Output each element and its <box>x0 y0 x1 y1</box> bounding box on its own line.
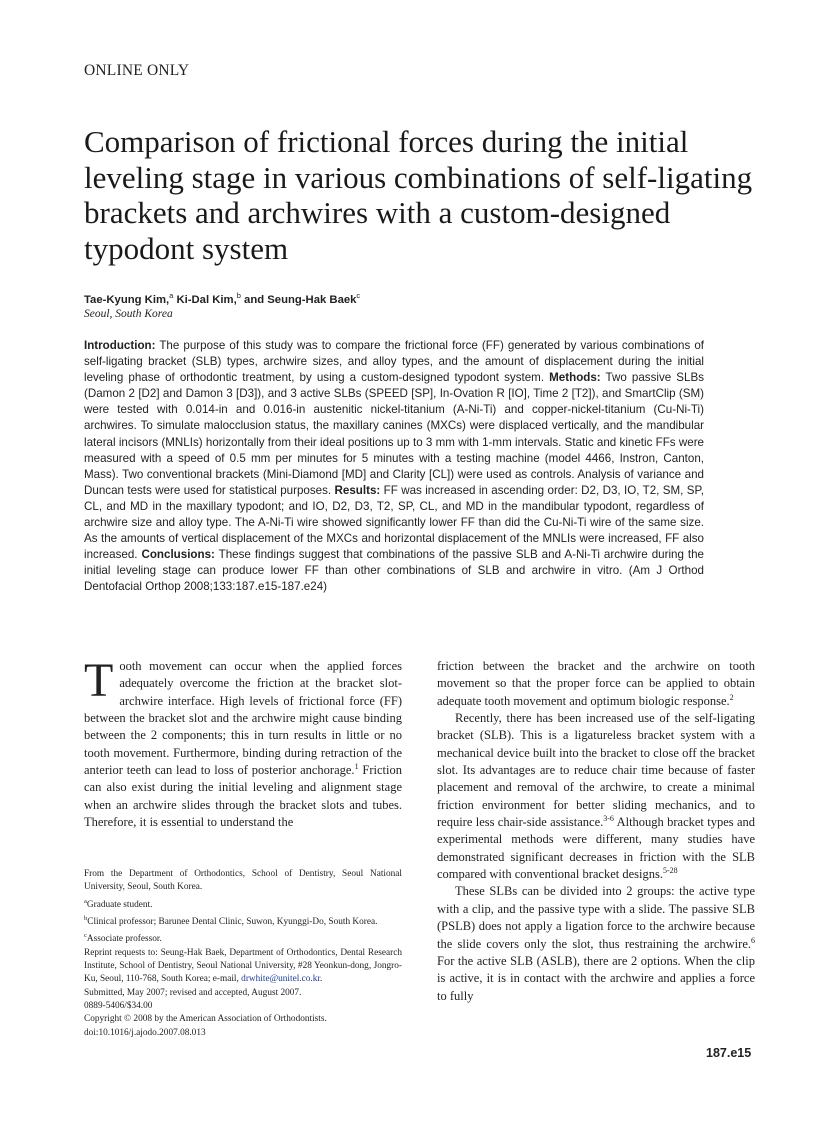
body-column-left <box>84 654 402 831</box>
reprint-text: Reprint requests to: Seung-Hak Baek, Department of Orthodontics, Dental Research Institute, School of Dentistry, Seoul National University, #28 Yeonkun-dong, Jongro-Ku, Seoul, 110-768, South Korea; e-mail, <box>84 947 402 985</box>
body-paragraph <box>84 654 402 831</box>
affiliation-mark: a <box>84 897 87 905</box>
email-link[interactable]: drwhite@unitel.co.kr <box>241 974 320 985</box>
affiliation-note <box>84 929 402 946</box>
body-text: For the active SLB (ASLB), there are 2 options. When the clip is active, it is in contact with the archwire and applies a force to fully <box>437 953 755 1003</box>
abstract-results-text: FF was increased in ascending order: D2, D3, IO, T2, SM, SP, CL, and MD in the maxillary typodont; and IO, D2, D3, T2, SP, CL, and MD in the mandibular typodont, regardless of archwire size and alloy type. The A-Ni-Ti wire showed significantly lower FF than did the Cu-Ni-Ti wire of the same size. As the amounts of vertical displacement of the MXCs and horizontal displacement of the MNLIs were increased, FF also increased. <box>84 483 704 562</box>
body-text: ooth movement can occur when the applied forces adequately overcome the friction at the bracket slot-archwire interface. High levels of frictional force (FF) between the bracket slot and the archwire might cause binding between the 2 components; this in turn results in little or no tooth movement. Furthermore, binding during retraction of the anterior teeth can lead to loss of posterior anchorage. <box>84 659 402 778</box>
body-text: Recently, there has been increased use of the self-ligating bracket (SLB). This is a ligatureless bracket system with a mechanical device built into the bracket to close off the bracket slot. Its advantages are to reduce chair time because of faster placement and removal of the archwire, to create a minimal friction environment for better sliding mechanics, and to require less chair-side assistance. <box>437 711 755 830</box>
body-column-right <box>437 658 755 1005</box>
affiliation-text: Associate professor. <box>86 934 162 945</box>
abstract <box>84 338 704 596</box>
citation-ref: 2 <box>729 692 734 702</box>
abstract-results-label: Results: <box>331 483 381 497</box>
author-name: and Seung-Hak Baek <box>240 293 357 306</box>
body-paragraph <box>437 658 755 710</box>
abstract-methods-label: Methods: <box>544 371 601 385</box>
reprint-requests <box>84 947 402 987</box>
author-affiliation-mark: b <box>236 291 241 300</box>
submission-dates: Submitted, May 2007; revised and accepted, August 2007. <box>84 987 302 998</box>
body-paragraph <box>437 883 755 1004</box>
affiliation-mark: c <box>84 932 87 940</box>
affiliation-text: Graduate student. <box>86 899 153 910</box>
copyright: Copyright © 2008 by the American Association of Orthodontists. <box>84 1014 327 1025</box>
affiliation-note <box>84 912 402 929</box>
citation-ref: 5-28 <box>662 865 678 875</box>
abstract-conclusions-text: These findings suggest that combinations of the passive SLB and A-Ni-Ti archwire during the initial leveling stage can produce lower FF than other combinations of SLB and archwire in vitro. (Am J Orthod Dentofacial Orthop 2008;133:187.e15-187.e24) <box>84 548 704 594</box>
citation-ref: 3-6 <box>603 813 614 823</box>
abstract-intro-text: The purpose of this study was to compare the frictional force (FF) generated by various combinations of self-ligating bracket (SLB) types, archwire sizes, and alloy types, and the amount of displacement during the initial leveling phase of orthodontic treatment, by using a custom-designed typodont system. <box>84 339 704 385</box>
body-text: Although bracket types and experimental methods were different, many studies have demonstrated significant decreases in friction with the SLB compared with conventional bracket designs. <box>437 815 755 882</box>
body-text: These SLBs can be divided into 2 groups: the active type with a clip, and the passive type with a slide. The passive SLB (PSLB) does not apply a ligation force to the archwire because the slide covers only the slot, thus restraining the archwire. <box>437 884 755 951</box>
abstract-methods-text: Two passive SLBs (Damon 2 [D2] and Damon 3 [D3]), and 3 active SLBs (SPEED [SP], In-Ovation R [IO], Time 2 [T2]), and SmartClip (SM) were tested with 0.014-in and 0.016-in austenitic nickel-titanium (A-Ni-Ti) and copper-nickel-titanium (Cu-Ni-Ti) archwires. To simulate malocclusion status, the maxillary canines (MXCs) were displaced vertically, and the mandibular lateral incisors (MNLIs) horizontally from their ideal positions up to 3 mm with 1-mm intervals. Static and kinetic FFs were measured with a speed of 0.5 mm per minutes for 5 minutes with a testing machine (model 4466, Instron, Canton, Mass). Two conventional brackets (Mini-Diamond [MD] and Clarity [CL]) were used as controls. Analysis of variance and Duncan tests were used for statistical purposes. <box>84 371 704 497</box>
author-location: Seoul, South Korea <box>84 308 173 320</box>
author-name: Tae-Kyung Kim, <box>84 293 170 306</box>
affiliation-mark: b <box>84 914 88 922</box>
body-paragraph <box>437 710 755 883</box>
page-number: 187.e15 <box>706 1046 752 1060</box>
body-text: Friction can also exist during the initial leveling and alignment stage when an archwire slides through the bracket slots and tubes. Therefore, it is essential to understand the <box>84 763 402 830</box>
affiliation-dept: From the Department of Orthodontics, School of Dentistry, Seoul National University, Seoul, South Korea. <box>84 869 402 893</box>
author-affiliation-mark: c <box>356 291 361 300</box>
author-name: Ki-Dal Kim, <box>173 293 237 306</box>
author-affiliation-mark: a <box>169 291 174 300</box>
issn: 0889-5406/$34.00 <box>84 1000 153 1011</box>
article-title: Comparison of frictional forces during the initial leveling stage in various combinations of self-ligating brackets and archwires with a custom-designed typodont system <box>84 124 753 266</box>
author-list <box>84 291 360 306</box>
reprint-text: . <box>319 974 323 985</box>
affiliation-notes <box>84 868 402 1040</box>
doi: doi:10.1016/j.ajodo.2007.08.013 <box>84 1027 206 1038</box>
abstract-intro-label: Introduction: <box>84 339 156 352</box>
drop-cap: T <box>84 654 114 707</box>
abstract-conclusions-label: Conclusions: <box>137 548 215 562</box>
affiliation-text: Clinical professor; Barunee Dental Clinic, Suwon, Kyunggi-Do, South Korea. <box>87 917 378 928</box>
citation-ref: 1 <box>354 761 359 771</box>
citation-ref: 6 <box>751 935 755 945</box>
affiliation-note <box>84 895 402 912</box>
section-label: ONLINE ONLY <box>84 62 190 79</box>
body-text: friction between the bracket and the archwire on tooth movement so that the proper force can be applied to obtain adequate tooth movement and optimum biologic response. <box>437 659 755 708</box>
